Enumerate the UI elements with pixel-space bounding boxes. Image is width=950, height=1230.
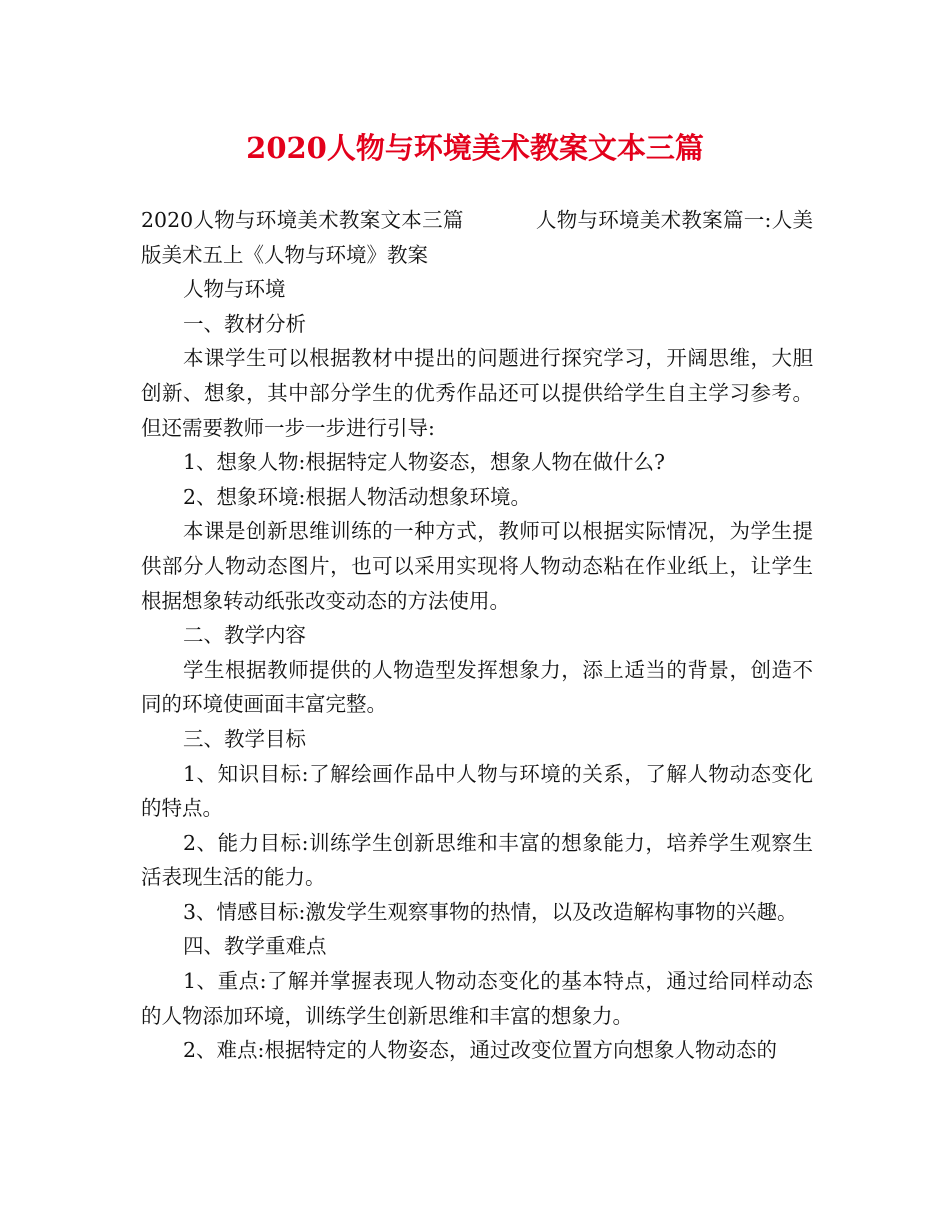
goal-item-1: 1、知识目标:了解绘画作品中人物与环境的关系，了解人物动态变化的特点。	[141, 761, 813, 821]
section-heading-4: 四、教学重难点	[183, 934, 327, 959]
section-heading-3: 三、教学目标	[183, 726, 306, 751]
document-title: 2020人物与环境美术教案文本三篇	[246, 131, 704, 165]
section-heading-2: 二、教学内容	[183, 623, 306, 648]
intro-section-heading: 人物与环境美术教案篇一:人美版美术五上《人物与环境》教案	[141, 208, 814, 267]
key-point-item-1: 1、重点:了解并掌握表现人物动态变化的基本特点，通过给同样动态的人物添加环境，训练学生创新思维和丰富的想象力。	[141, 969, 813, 1028]
paragraph-2: 本课是创新思维训练的一种方式，教师可以根据实际情况，为学生提供部分人物动态图片，也可以采用实现将人物动态粘在作业纸上，让学生根据想象转动纸张改变动态的方法使用。	[141, 519, 813, 613]
section-heading-1: 一、教材分析	[183, 311, 306, 336]
paragraph-3: 学生根据教师提供的人物造型发挥想象力，添上适当的背景，创造不同的环境使画面丰富完整。	[141, 657, 813, 717]
list-item-2: 2、想象环境:根据人物活动想象环境。	[183, 484, 531, 509]
list-item-1: 1、想象人物:根据特定人物姿态，想象人物在做什么?	[183, 450, 665, 475]
goal-item-3: 3、情感目标:激发学生观察事物的热情，以及改造解构事物的兴趣。	[183, 899, 798, 924]
goal-item-2: 2、能力目标:训练学生创新思维和丰富的想象能力，培养学生观察生活表现生活的能力。	[141, 830, 813, 890]
lesson-name: 人物与环境	[183, 277, 286, 302]
document-body	[141, 203, 813, 1068]
intro-title-repeat: 2020人物与环境美术教案文本三篇	[141, 208, 464, 232]
key-point-item-2: 2、难点:根据特定的人物姿态，通过改变位置方向想象人物动态的	[183, 1038, 777, 1063]
intro-paragraph	[141, 203, 813, 272]
paragraph-1: 本课学生可以根据教材中提出的问题进行探究学习，开阔思维，大胆创新、想象，其中部分学生的优秀作品还可以提供给学生自主学习参考。但还需要教师一步一步进行引导:	[141, 346, 813, 440]
